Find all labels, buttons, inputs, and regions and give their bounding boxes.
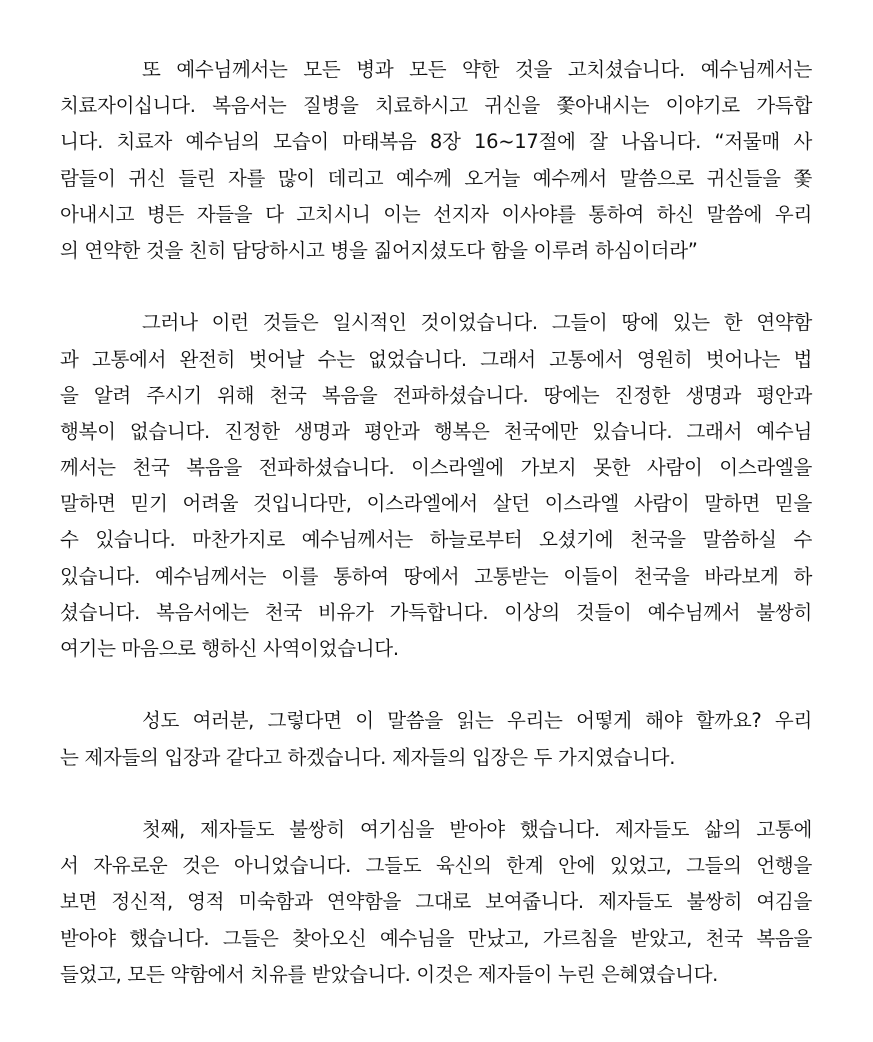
text-line: 셨습니다. 복음서에는 천국 비유가 가득합니다. 이상의 것들이 예수님께서 불쌍히: [60, 600, 812, 624]
paragraph-spacer: [60, 667, 812, 703]
text-line: 보면 정신적, 영적 미숙함과 연약함을 그대로 보여줍니다. 제자들도 불쌍히 여김을: [60, 890, 812, 914]
text-line: 여기는 마음으로 행하신 사역이었습니다.: [60, 637, 399, 660]
text-line: 의 연약한 것을 친히 담당하시고 병을 짊어지셨도다 함을 이루려 하심이더라”: [60, 238, 698, 262]
paragraph-2: [60, 305, 812, 667]
paragraph-3: [60, 703, 812, 775]
text-line: 께서는 천국 복음을 전파하셨습니다. 이스라엘에 가보지 못한 사람이 이스라엘을: [60, 456, 812, 480]
text-line: 받아야 했습니다. 그들은 찾아오신 예수님을 만났고, 가르침을 받았고, 천국 복음을: [60, 926, 812, 950]
paragraph-spacer: [60, 776, 812, 812]
text-line: 람들이 귀신 들린 자를 많이 데리고 예수께 오거늘 예수께서 말씀으로 귀신들을 쫓: [60, 166, 812, 190]
text-line: 있습니다. 예수님께서는 이를 통하여 땅에서 고통받는 이들이 천국을 바라보게 하: [60, 564, 812, 588]
text-line: 치료자이십니다. 복음서는 질병을 치료하시고 귀신을 쫓아내시는 이야기로 가득합: [60, 94, 812, 118]
paragraph-1: [60, 52, 812, 269]
paragraph-4: [60, 812, 812, 993]
paragraph-spacer: [60, 269, 812, 305]
text-line: 그러나 이런 것들은 일시적인 것이었습니다. 그들이 땅에 있는 한 연약함: [142, 311, 812, 335]
text-line: 들었고, 모든 약함에서 치유를 받았습니다. 이것은 제자들이 누린 은혜였습니다.: [60, 962, 719, 986]
text-line: 는 제자들의 입장과 같다고 하겠습니다. 제자들의 입장은 두 가지였습니다.: [60, 745, 676, 769]
text-line: 수 있습니다. 마찬가지로 예수님께서는 하늘로부터 오셨기에 천국을 말씀하실 수: [60, 528, 812, 552]
text-line: 말하면 믿기 어려울 것입니다만, 이스라엘에서 살던 이스라엘 사람이 말하면 믿을: [60, 492, 812, 516]
text-line: 과 고통에서 완전히 벗어날 수는 없었습니다. 그래서 고통에서 영원히 벗어나는 법: [60, 347, 812, 371]
document-body: [60, 52, 812, 993]
text-line: 첫째, 제자들도 불쌍히 여기심을 받아야 했습니다. 제자들도 삶의 고통에: [142, 817, 812, 841]
text-line: 또 예수님께서는 모든 병과 모든 약한 것을 고치셨습니다. 예수님께서는: [142, 58, 812, 81]
text-line: 아내시고 병든 자들을 다 고치시니 이는 선지자 이사야를 통하여 하신 말씀에 우리: [60, 202, 812, 226]
text-line: 성도 여러분, 그렇다면 이 말씀을 읽는 우리는 어떻게 해야 할까요? 우리: [142, 709, 812, 733]
text-line: 서 자유로운 것은 아니었습니다. 그들도 육신의 한계 안에 있었고, 그들의 언행을: [60, 854, 812, 878]
text-line: 니다. 치료자 예수님의 모습이 마태복음 8장 16~17절에 잘 나옵니다. “저물매 사: [60, 130, 812, 154]
text-line: 을 알려 주시기 위해 천국 복음을 전파하셨습니다. 땅에는 진정한 생명과 평안과: [60, 383, 812, 407]
text-line: 행복이 없습니다. 진정한 생명과 평안과 행복은 천국에만 있습니다. 그래서 예수님: [60, 419, 812, 443]
